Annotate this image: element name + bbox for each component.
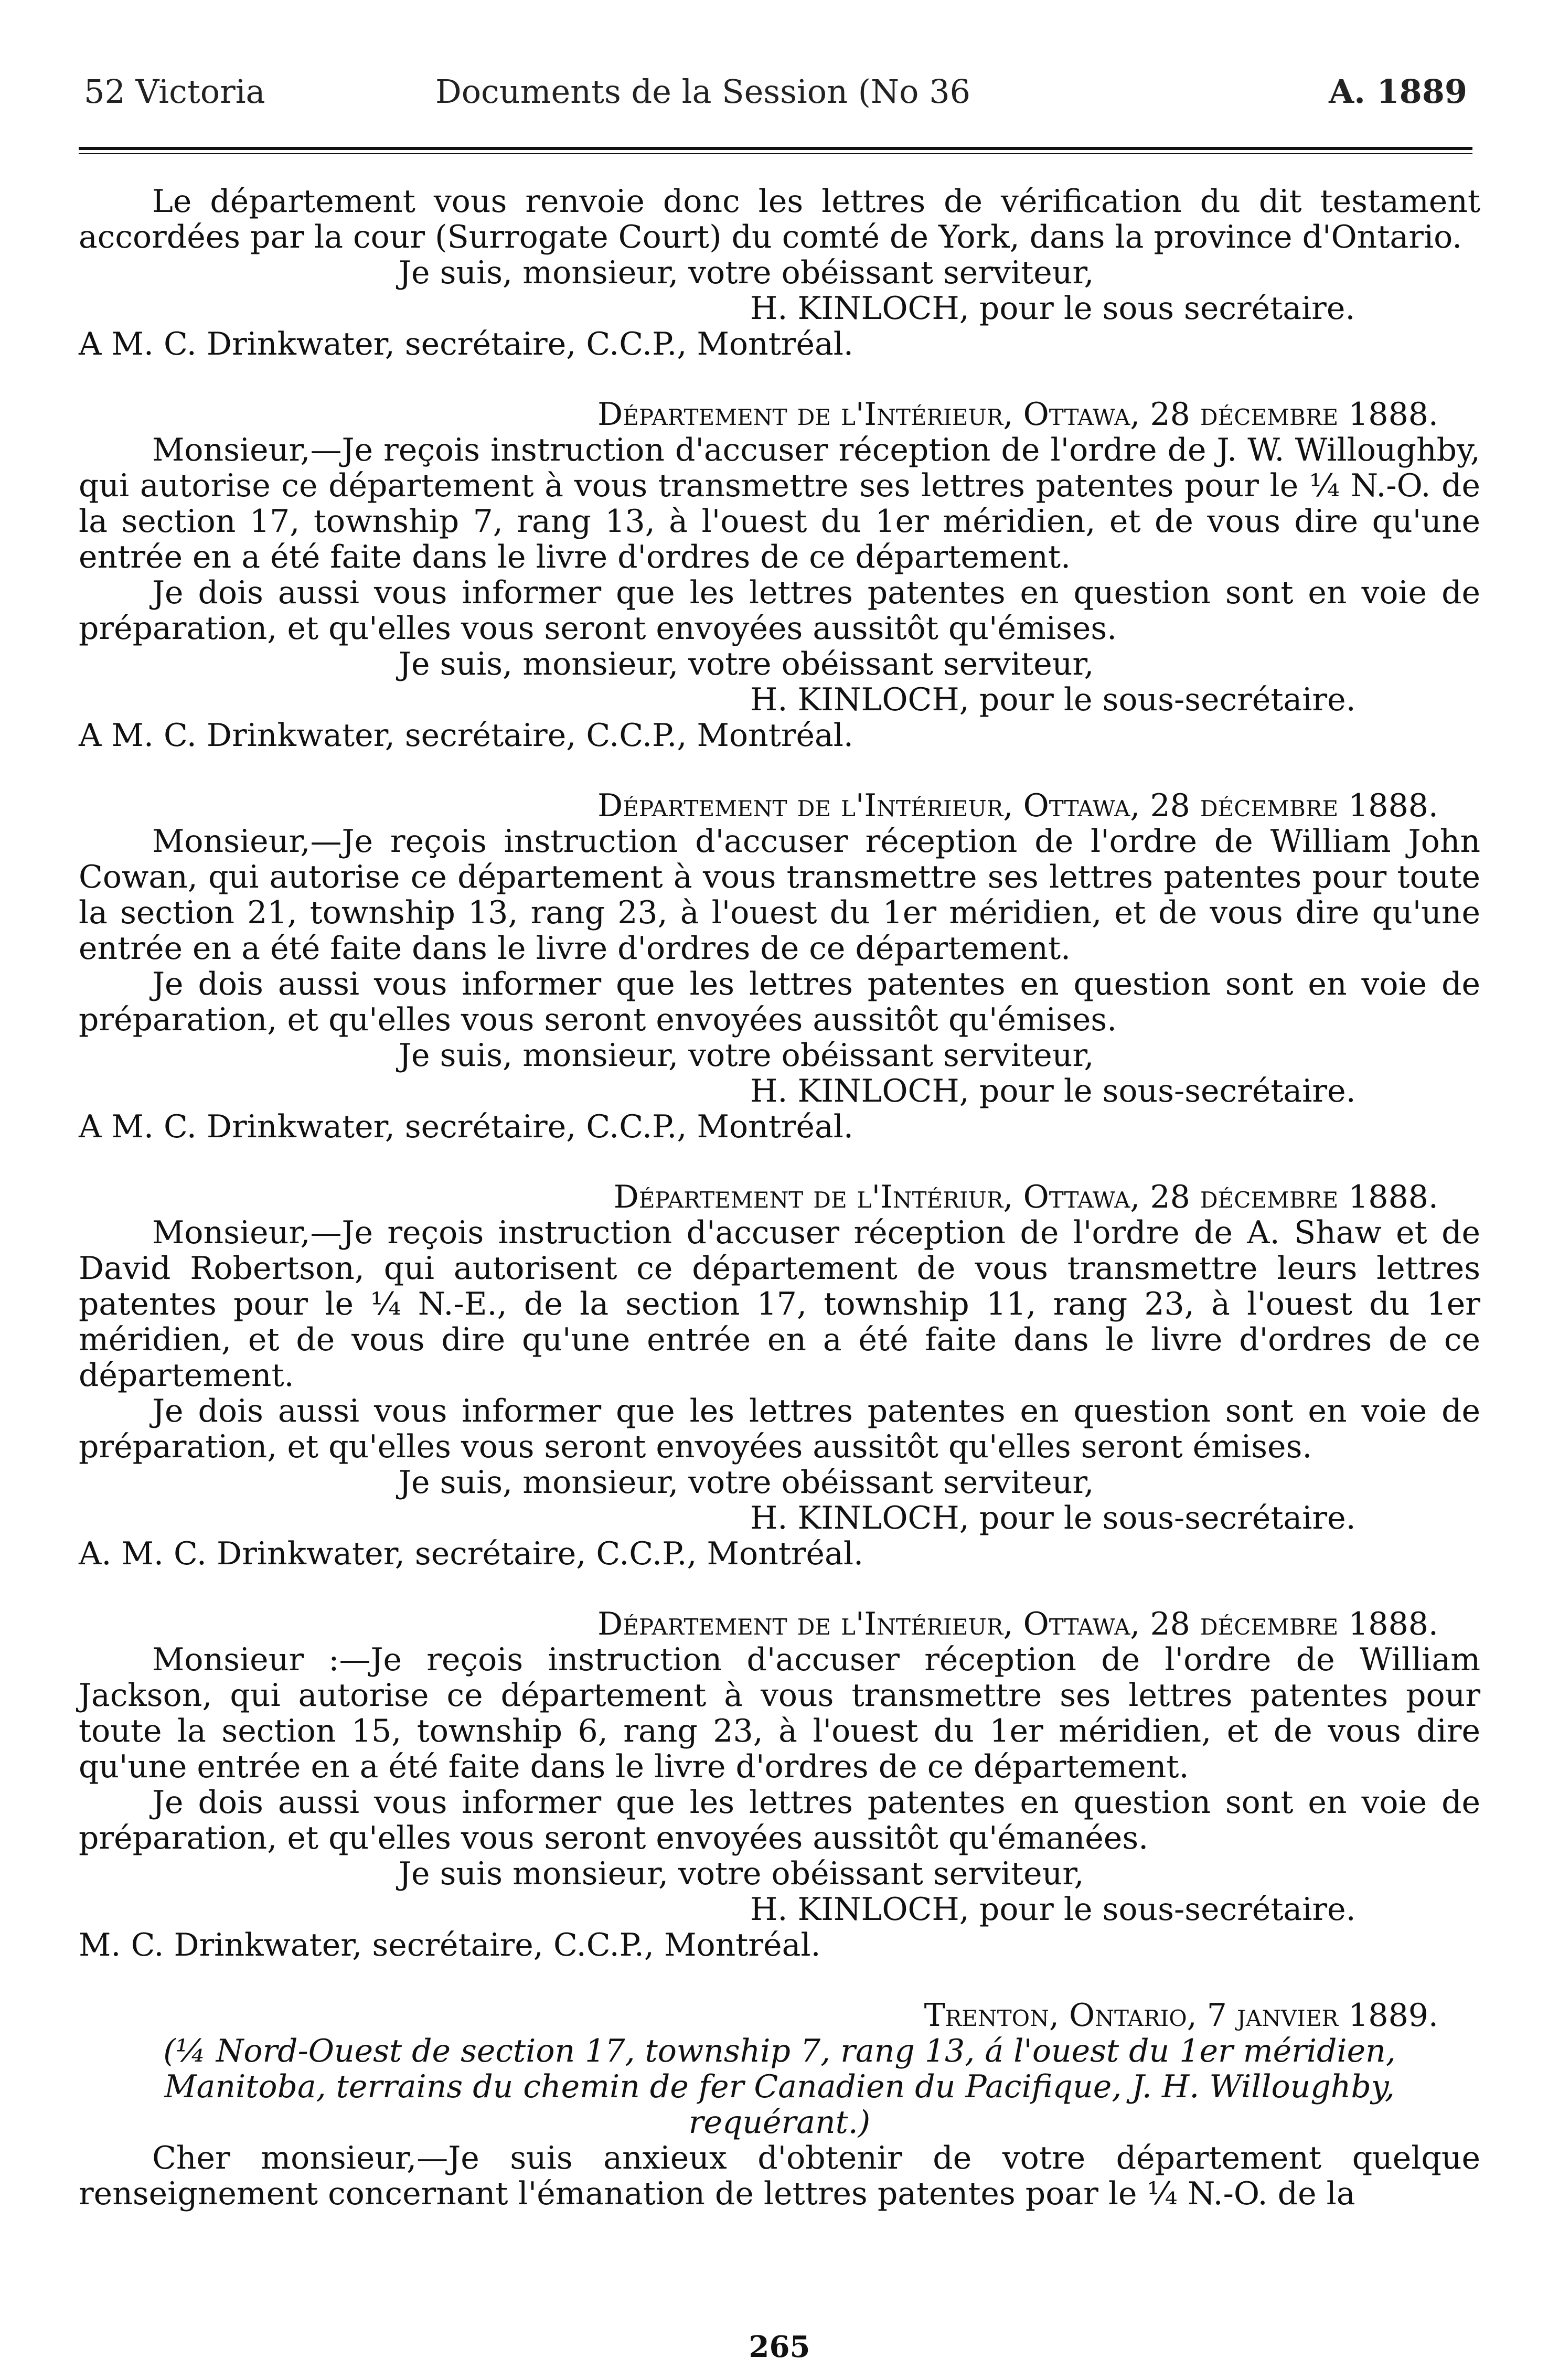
letter4-dateline: Département de l'Intériur, Ottawa, 28 décembre 1888. [613, 1179, 1438, 1215]
letter2-signature: H. KINLOCH, pour le sous-secrétaire. [750, 681, 1356, 718]
page-number: 265 [749, 2330, 810, 2364]
letter4-salutation: Je suis, monsieur, votre obéissant serviteur, [399, 1464, 1094, 1501]
letter6-heading: (¼ Nord-Ouest de section 17, township 7, rang 13, á l'ouest du 1er méridien, Manitoba, terrains du chemin de fer Canadien du Pacifique, J. H. Willoughby, requérant.) [163, 2033, 1396, 2141]
letter2-body: Monsieur,—Je reçois instruction d'accuser réception de l'ordre de J. W. Willoughby, qui autorise ce département à vous transmettre ses lettres patentes pour le ¼ N.-O. de la section 17, township 7, rang 13, à l'ouest du 1er méridien, et de vous dire qu'une entrée en a été faite dans le livre d'ordres de ce département. [79, 432, 1480, 575]
header-volume: 52 Victoria [84, 72, 265, 111]
letter6-body: Cher monsieur,—Je suis anxieux d'obtenir de votre département quelque renseignement concernant l'émanation de lettres patentes poar le ¼ N.-O. de la [79, 2140, 1480, 2212]
header-title: Documents de la Session (No 36 [435, 72, 971, 111]
letter3-salutation: Je suis, monsieur, votre obéissant serviteur, [399, 1037, 1094, 1074]
letter1-signature: H. KINLOCH, pour le sous secrétaire. [750, 290, 1355, 327]
header-rule-thick [79, 147, 1472, 150]
letter1-salutation: Je suis, monsieur, votre obéissant serviteur, [399, 254, 1094, 291]
letter3-dateline: Département de l'Intérieur, Ottawa, 28 décembre 1888. [597, 787, 1438, 824]
letter4-address: A. M. C. Drinkwater, secrétaire, C.C.P., Montréal. [79, 1535, 864, 1572]
letter5-address: M. C. Drinkwater, secrétaire, C.C.P., Montréal. [79, 1927, 821, 1963]
letter4-signature: H. KINLOCH, pour le sous-secrétaire. [750, 1500, 1356, 1536]
letter2-dateline: Département de l'Intérieur, Ottawa, 28 décembre 1888. [597, 396, 1438, 433]
letter4-body2: Je dois aussi vous informer que les lettres patentes en question sont en voie de préparation, et qu'elles vous seront envoyées aussitôt qu'elles seront émises. [79, 1393, 1480, 1465]
letter5-signature: H. KINLOCH, pour le sous-secrétaire. [750, 1891, 1356, 1928]
letter5-body2: Je dois aussi vous informer que les lettres patentes en question sont en voie de préparation, et qu'elles vous seront envoyées aussitôt qu'émanées. [79, 1784, 1480, 1856]
letter3-address: A M. C. Drinkwater, secrétaire, C.C.P., Montréal. [79, 1108, 854, 1145]
letter2-body2: Je dois aussi vous informer que les lettres patentes en question sont en voie de préparation, et qu'elles vous seront envoyées aussitôt qu'émises. [79, 574, 1480, 647]
letter1-address: A M. C. Drinkwater, secrétaire, C.C.P., Montréal. [79, 326, 854, 362]
header-year: A. 1889 [1329, 72, 1467, 111]
letter6-dateline: Trenton, Ontario, 7 janvier 1889. [924, 1997, 1438, 2034]
document-body [79, 184, 1480, 2212]
letter3-body2: Je dois aussi vous informer que les lettres patentes en question sont en voie de préparation, et qu'elles vous seront envoyées aussitôt qu'émises. [79, 966, 1480, 1038]
letter1-body: Le département vous renvoie donc les lettres de vérification du dit testament accordées par la cour (Surrogate Court) du comté de York, dans la province d'Ontario. [79, 183, 1480, 255]
letter3-body: Monsieur,—Je reçois instruction d'accuser réception de l'ordre de William John Cowan, qui autorise ce département à vous transmettre ses lettres patentes pour toute la section 21, township 13, rang 23, à l'ouest du 1er méridien, et de vous dire qu'une entrée en a été faite dans le livre d'ordres de ce département. [79, 823, 1480, 967]
letter2-salutation: Je suis, monsieur, votre obéissant serviteur, [399, 646, 1094, 682]
letter5-salutation: Je suis monsieur, votre obéissant serviteur, [399, 1855, 1084, 1892]
letter3-signature: H. KINLOCH, pour le sous-secrétaire. [750, 1073, 1356, 1109]
header-rule-thin [79, 153, 1472, 154]
letter4-body: Monsieur,—Je reçois instruction d'accuser réception de l'ordre de A. Shaw et de David Robertson, qui autorisent ce département de vous transmettre leurs lettres patentes pour le ¼ N.-E., de la section 17, township 11, rang 23, à l'ouest du 1er méridien, et de vous dire qu'une entrée en a été faite dans le livre d'ordres de ce département. [79, 1214, 1480, 1394]
letter2-address: A M. C. Drinkwater, secrétaire, C.C.P., Montréal. [79, 717, 854, 754]
letter5-body: Monsieur :—Je reçois instruction d'accuser réception de l'ordre de William Jackson, qui autorise ce département à vous transmettre ses lettres patentes pour toute la section 15, township 6, rang 23, à l'ouest du 1er méridien, et de vous dire qu'une entrée en a été faite dans le livre d'ordres de ce département. [79, 1641, 1480, 1785]
letter5-dateline: Département de l'Intérieur, Ottawa, 28 décembre 1888. [597, 1606, 1438, 1642]
running-header [84, 71, 1467, 113]
